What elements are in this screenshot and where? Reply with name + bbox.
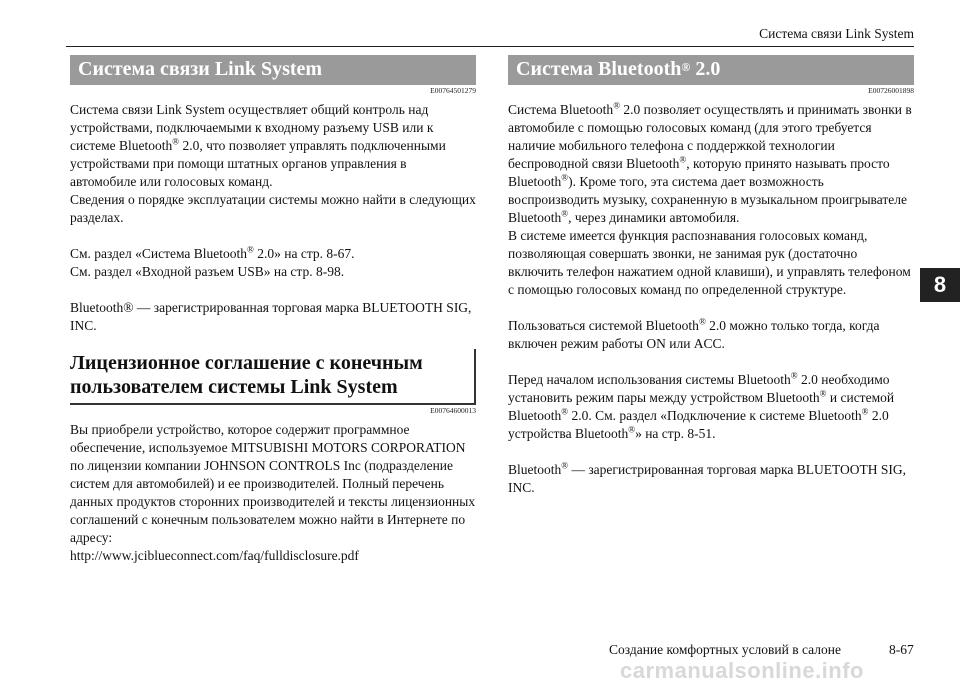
paragraph-eula: Вы приобрели устройство, которое содержит программное обеспечение, используемое MITSUBISHI MOTORS CORPORATION по лицензии компании JOHNSON CONTROLS Inc (подразделение систем для автомобилей) и ее производителей. Полный перечень данных продуктов сторонних производителей и тексты лицензионных соглашений с конечным пользователем можно найти в Интернете по адресу: http://www.jciblueconnect.com/faq/fulldisclosure.pdf <box>70 422 476 563</box>
section-title-bluetooth: Система Bluetooth® 2.0 <box>508 55 914 85</box>
section-code: E00764501279 <box>430 86 476 95</box>
paragraph-pairing: Перед началом использования системы Bluetooth® 2.0 необходимо установить режим пары между устройством Bluetooth® и системой Bluetooth® 2.0. См. раздел «Подключение к системе Bluetooth® 2.0 устройства Bluetooth®» на стр. 8-51. <box>508 370 895 441</box>
section-code: E00764600013 <box>430 406 476 415</box>
running-header-title: Система связи Link System <box>759 26 914 41</box>
trademark-note: Bluetooth® — зарегистрированная торговая марка BLUETOOTH SIG, INC. <box>70 300 472 333</box>
paragraph: Система связи Link System осуществляет общий контроль над устройствами, подключаемыми к входному разъему USB или к системе Bluetooth® 2.0, что позволяет управлять подключенными устройствами при помощи штатных органов управления в автомобиле или голосовых команд. Сведения о порядке эксплуатации системы можно найти в следующих разделах. <box>70 102 476 225</box>
right-column <box>508 55 914 497</box>
paragraph-bluetooth-intro: Система Bluetooth® 2.0 позволяет осуществлять и принимать звонки в автомобиле с помощью голосовых команд (для этого требуется наличие мобильного телефона с поддержкой технологии беспроводной связи Bluetooth®, которую принято называть просто Bluetooth®). Кроме того, эта система дает возможность воспроизводить музыку, сохраненную в музыкальном проигрывателе Bluetooth®, через динамики автомобиля. В системе имеется функция распознавания голосовых команд, позволяющая совершать звонки, не занимая рук (достаточно включить телефон нажатием одной клавиши), и управлять телефоном с помощью голосовых команд по определенной структуре. <box>508 100 912 297</box>
section-title-link-system: Система связи Link System <box>70 55 476 85</box>
page-number: 8-67 <box>889 642 914 657</box>
paragraph-mode: Пользоваться системой Bluetooth® 2.0 можно только тогда, когда включен режим работы ON или ACC. <box>508 316 880 351</box>
eula-url: http://www.jciblueconnect.com/faq/fulldisclosure.pdf <box>70 548 359 563</box>
section-title-eula: Лицензионное соглашение с конечным пользователем системы Link System <box>70 349 476 405</box>
header-divider <box>66 46 914 47</box>
footer-chapter-title: Создание комфортных условий в салоне <box>609 642 841 657</box>
section-code: E00726001898 <box>868 86 914 95</box>
chapter-tab: 8 <box>920 268 960 302</box>
trademark-note: Bluetooth® — зарегистрированная торговая марка BLUETOOTH SIG, INC. <box>508 460 907 495</box>
paragraph-references: См. раздел «Система Bluetooth® 2.0» на стр. 8-67. См. раздел «Входной разъем USB» на стр. 8-98. <box>70 244 355 279</box>
watermark: carmanualsonline.info <box>620 658 864 683</box>
left-column <box>70 55 476 565</box>
